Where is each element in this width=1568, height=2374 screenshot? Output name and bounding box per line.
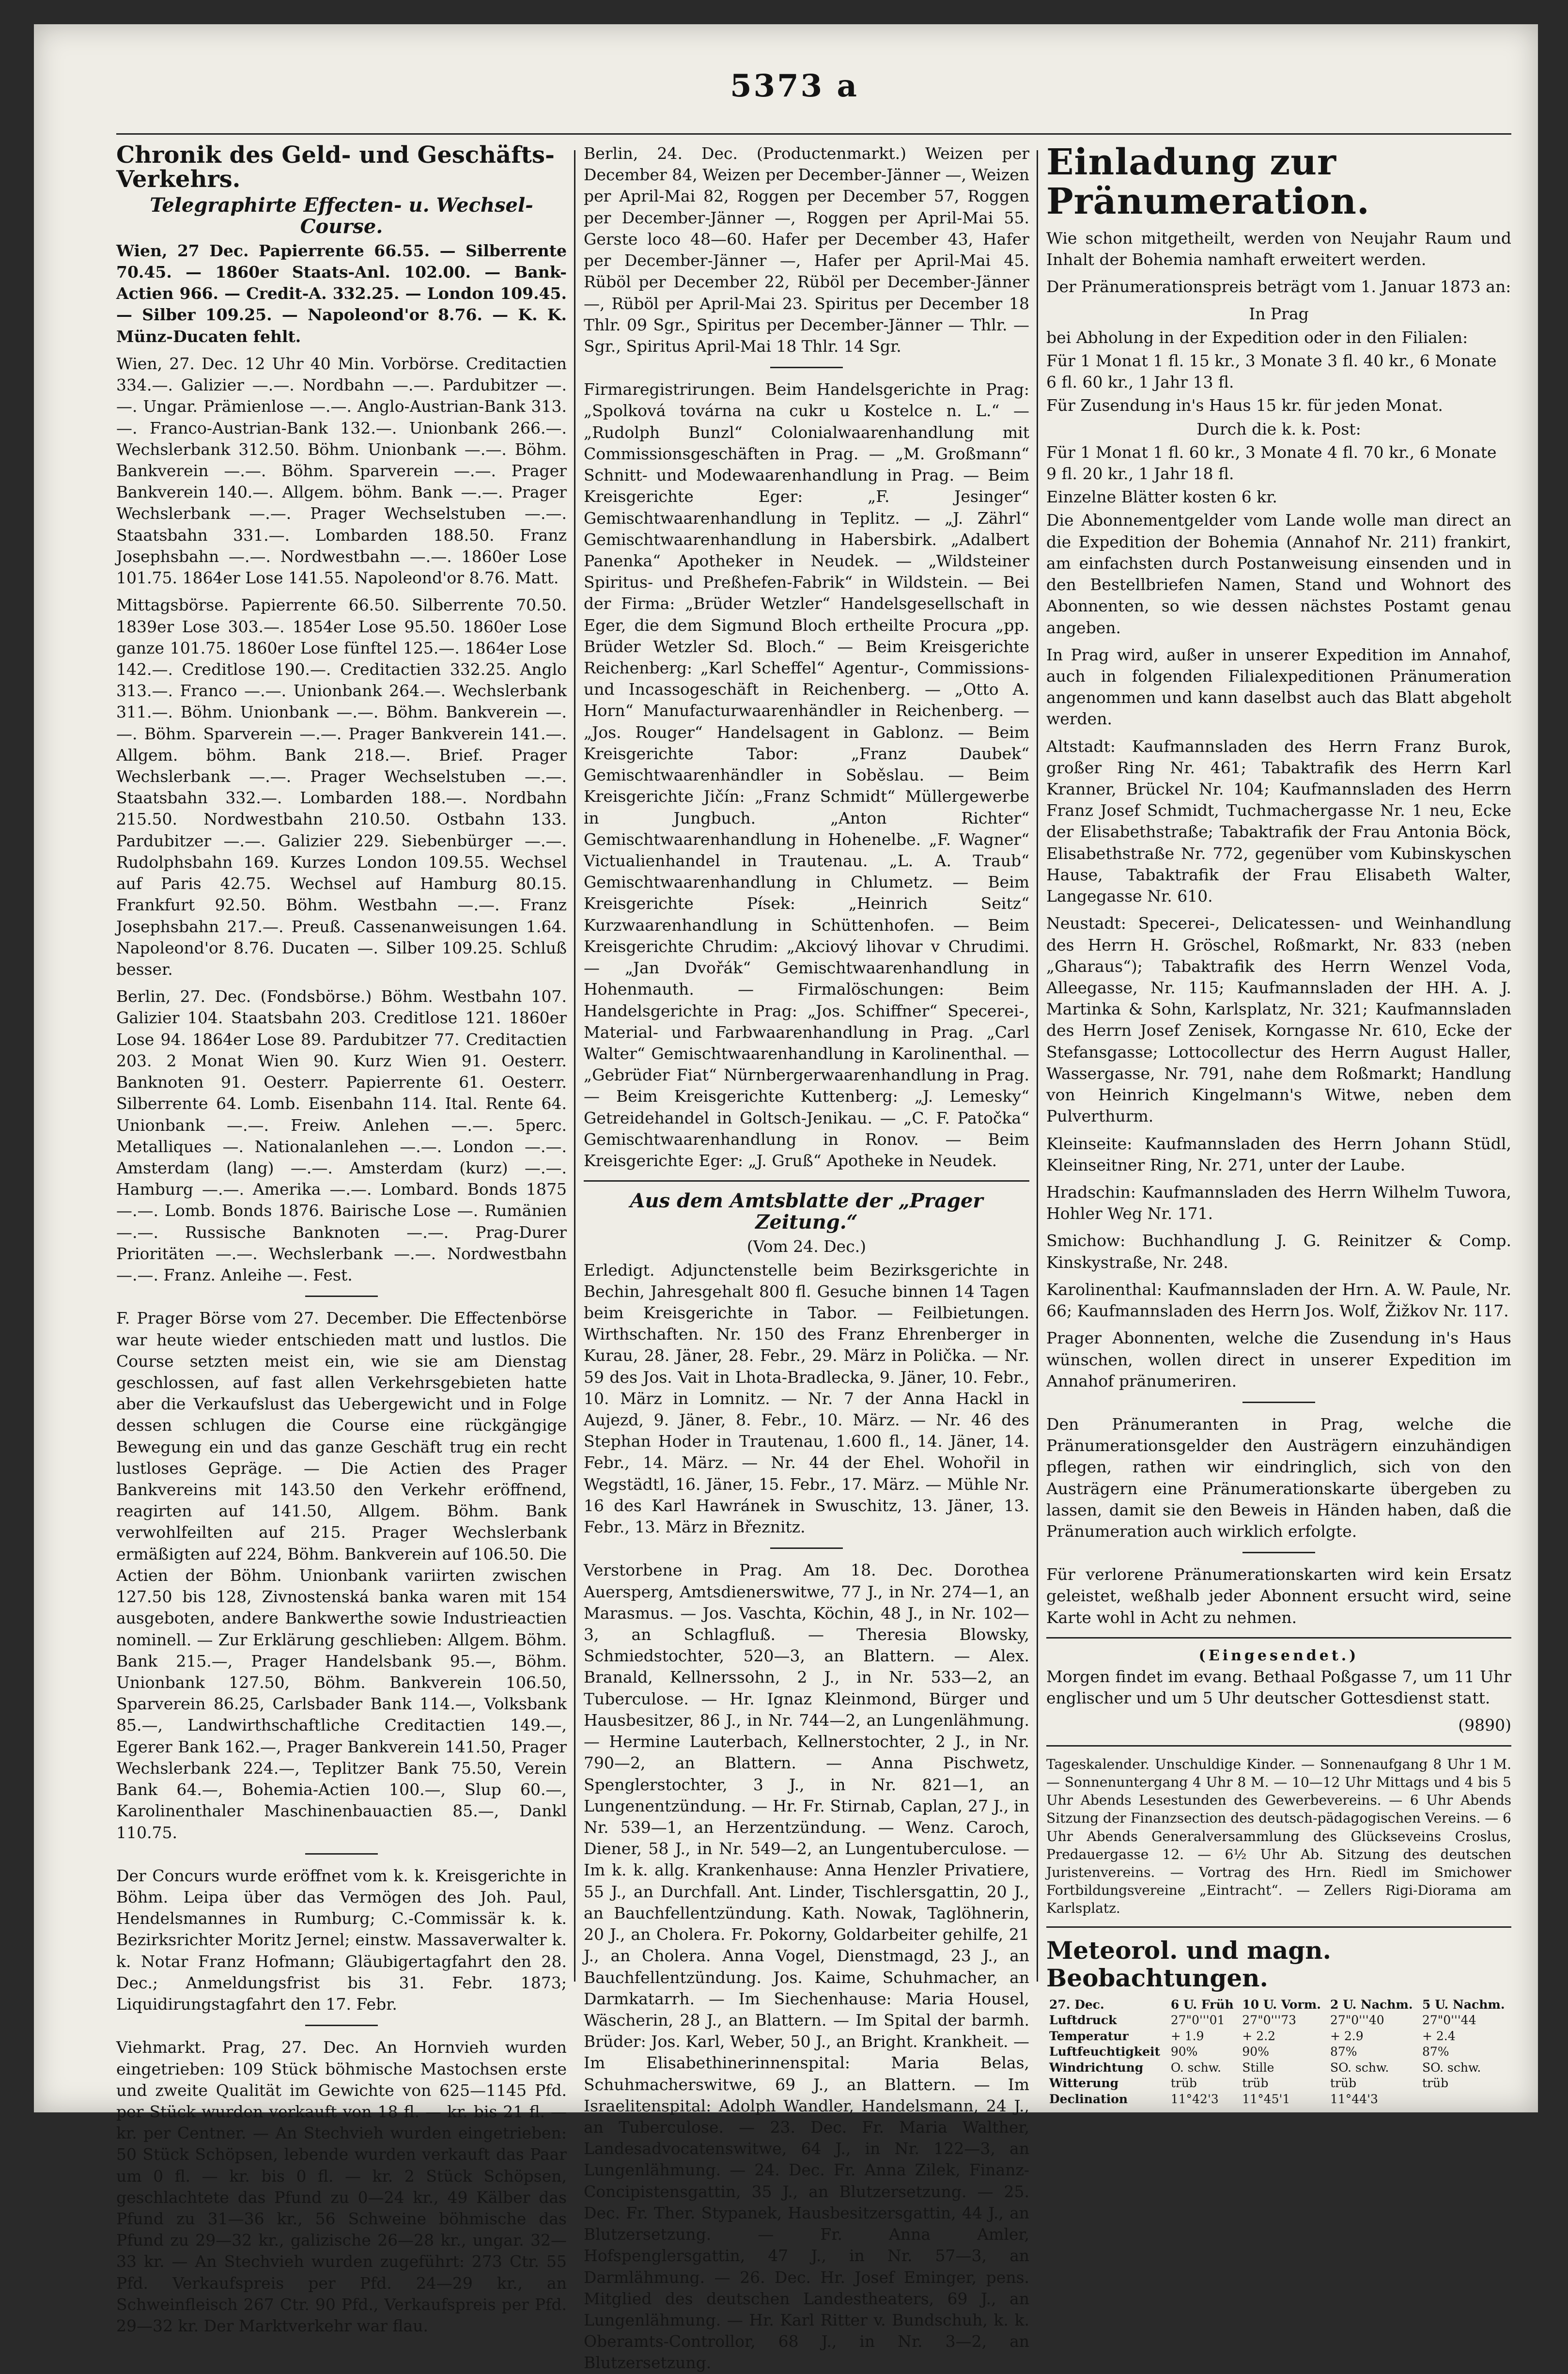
met-cell: 87% xyxy=(1422,2045,1449,2059)
abholung-line: bei Abholung in der Expedition oder in den Filialen: xyxy=(1046,328,1468,347)
concurs-notice: Der Concurs wurde eröffnet vom k. k. Kreisgerichte in Böhm. Leipa über das Vermögen des Joh. Paul, Hendelsmannes in Rumburg; C.-Commissär k. k. Bezirksrichter Moritz Jernel; einstw. Massaverwalter k. k. Notar Franz Hofmann; Gläubigertagfahrt den 28. Dec.; Anmeldungsfrist bis 31. Febr. 1873; Liquidirungstagfahrt den 17. Febr. xyxy=(116,1866,567,2014)
verlorene-karten: Für verlorene Pränumerationskarten wird kein Ersatz geleistet, weßhalb jeder Abonnent ersucht wird, seine Karte wohl in Acht zu nehmen. xyxy=(1046,1565,1511,1627)
eingesendet-label: (Eingesendet.) xyxy=(1198,1647,1359,1664)
separator xyxy=(305,1296,378,1297)
met-cell: 27"0'''44 xyxy=(1422,2013,1476,2028)
separator xyxy=(770,1547,843,1549)
met-cell: 11°45'1 xyxy=(1242,2092,1290,2106)
met-cell: 27"0'''01 xyxy=(1170,2013,1225,2028)
abonnement-land: Die Abonnementgelder vom Lande wolle man direct an die Expedition der Bohemia (Annahof Nr. 211) frankirt, am einfachsten durch Postanweisung einsenden und in den Bestellbriefen Namen, Stand und Wohnort des Abonnenten, so wie dessen nächstes Postamt genau angeben. xyxy=(1046,511,1511,637)
wien-telegraph: Wien, 27 Dec. Papierrente 66.55. — Silberrente 70.45. — 1860er Staats-Anl. 102.00. — Bank-Actien 966. — Credit-A. 332.25. — London 109.45. — Silber 109.25. — Napoleond'or 8.76. — K. K. Münz-Ducaten fehlt. xyxy=(116,241,567,346)
column-rule-1 xyxy=(574,150,575,1982)
telegraph-subtitle: Telegraphirte Effecten- u. Wechsel-Course. xyxy=(150,193,533,238)
column-subscription xyxy=(1046,141,1511,2106)
met-cell: trüb xyxy=(1170,2076,1197,2091)
filial-kleinseite: Kleinseite: Kaufmannsladen des Herrn Johann Stüdl, Kleinseitner Ring, Nr. 271, unter der Laube. xyxy=(1046,1134,1511,1174)
separator xyxy=(305,2025,378,2026)
header-rule xyxy=(116,133,1511,135)
table-row xyxy=(1046,2092,1511,2108)
met-cell: + 2.9 xyxy=(1330,2029,1364,2043)
met-row-label: Luftfeuchtigkeit xyxy=(1049,2045,1161,2059)
column-finance xyxy=(116,141,567,2336)
met-cell: 27"0'''40 xyxy=(1330,2013,1384,2028)
met-cell: Stille xyxy=(1242,2060,1274,2075)
column-rule-2 xyxy=(1037,150,1038,1982)
met-header-cell: 6 U. Früh xyxy=(1170,1997,1234,2012)
amtsblatt-heading: Aus dem Amtsblatte der „Prager Zeitung.“ xyxy=(630,1189,983,1234)
prager-boerse: F. Prager Börse vom 27. December. Die Effectenbörse war heute wieder entschieden matt und lustlos. Die Course setzten meist ein, wie sie am Dienstag geschlossen, auf fast allen Verkehrsgebieten hatte aber die Verkaufslust das Uebergewicht und in Folge dessen schlugen die Course eine rückgängige Bewegung ein und das ganze Geschäft trug ein recht lustloses Gepräge. — Die Actien des Prager Bankvereins mit 143.50 den Verkehr eröffnend, reagirten auf 141.50, Allgem. Böhm. Bank verwohlfeilten auf 215. Prager Wechslerbank ermäßigten auf 224, Böhm. Bankverein auf 106.50. Die Actien der Böhm. Unionbank variirten zwischen 127.50 bis 128, Zivnostenská banka waren mit 154 ausgeboten, andere Bankwerthe sowie Industrieactien nominell. — Zur Erklärung geschlieben: Allgem. Böhm. Bank 215.—, Prager Handelsbank 95.—, Böhm. Unionbank 127.50, Böhm. Bankverein 106.50, Sparverein 86.25, Carlsbader Bank 114.—, Volksbank 85.—, Landwirthschaftliche Creditactien 149.—, Egerer Bank 162.—, Prager Bankverein 141.50, Prager Wechslerbank 224.—, Teplitzer Bank 75.50, Verein Bank 64.—, Bohemia-Actien 100.—, Slup 60.—, Karolinenthaler Maschinenbauactien 85.—, Dankl 110.75. xyxy=(116,1309,567,1842)
verstorbene-in-prag: Verstorbene in Prag. Am 18. Dec. Dorothea Auersperg, Amtsdienerswitwe, 77 J., in Nr. 274—1, an Marasmus. — Jos. Vaschta, Köchin, 48 J., in Nr. 102—3, an Schlagfluß. — Theresia Blowsky, Schmiedstochter, 520—3, an Blattern. — Alex. Branald, Kellnerssohn, 2 J., in Nr. 533—2, an Tuberculose. — Hr. Ignaz Kleinmond, Bürger und Hausbesitzer, 86 J., in Nr. 744—2, an Lungenlähmung. — Hermine Lauterbach, Kellnerstochter, 2 J., in Nr. 790—2, an Blattern. — Anna Pischwetz, Spenglerstochter, 3 J., in Nr. 821—1, an Lungenentzündung. — Hr. Fr. Stirnab, Caplan, 27 J., in Nr. 539—1, an Herzentzündung. — Wenz. Caroch, Diener, 58 J., in Nr. 549—2, an Lungentuberculose. — Im k. k. allg. Krankenhause: Anna Henzler Privatiere, 55 J., an Durchfall. Ant. Linder, Tischlersgattin, 20 J., an Bauchfellentzündung. Kath. Nowak, Taglöhnerin, 20 J., an Cholera. Fr. Pokorny, Goldarbeiter gehilfe, 21 J., an Cholera. Anna Vogel, Dienstmagd, 23 J., an Bauchfellentzündung. Jos. Kaime, Schuhmacher, an Darmkatarrh. — Im Siechenhause: Maria Housel, Wäscherin, 28 J., an Blattern. — Im Spital der barmh. Brüder: Jos. Karl, Weber, 50 J., an Bright. Krankheit. — Im Elisabethinerinnenspital: Maria Belas, Schuhmacherswitwe, 69 J., an Blattern. — Im Israelitenspital: Adolph Wandler, Handelsmann, 24 J., an Tuberculose. — 23. Dec. Fr. Maria Walther, Landesadvocatenswitwe, 64 J., in Nr. 122—3, an Lungenlähmung. — 24. Dec. Fr. Anna Zilek, Finanz-Concipistensgattin, 35 J., an Blutzersetzung. — 25. Dec. Fr. Ther. Stypanek, Hausbesitzersgattin, 44 J., an Blutzersetzung. — Fr. Anna Amler, Hofspenglersgattin, 47 J., in Nr. 57—3, an Darmlähmung. — 26. Dec. Hr. Josef Eminger, pens. Mitglied des deutschen Landestheaters, 69 J., an Lungenlähmung. — Hr. Karl Ritter v. Bundschuh, k. k. Oberamts-Controllor, 68 J., in Nr. 3—2, an Blutzersetzung. xyxy=(584,1561,1029,2373)
met-header-cell: 10 U. Vorm. xyxy=(1242,1997,1321,2012)
tageskalender: Tageskalender. Unschuldige Kinder. — Sonnenaufgang 8 Uhr 1 M. — Sonnenuntergang 4 Uhr 8 M. — 10—12 Uhr Mittags und 4 bis 5 Uhr Abends Lesestunden des Gewerbevereins. — 6 Uhr Abends Sitzung der Finanzsection des deutsch-pädagogischen Vereins. — 6 Uhr Abends Generalversammlung des Glückseveins Croslus, Predauergasse 12. — 6½ Uhr Ab. Sitzung des deutschen Juristenvereins. — Vortrag des Hrn. Riedl im Smichower Fortbildungsvereine „Eintracht“. — Zellers Rigi-Diorama am Karlsplatz. xyxy=(1046,1756,1511,1917)
met-cell: trüb xyxy=(1422,2076,1449,2091)
subscription-intro: Wie schon mitgetheilt, werden von Neujahr Raum und Inhalt der Bohemia namhaft erweitert werden. xyxy=(1046,228,1511,269)
filial-intro: In Prag wird, außer in unserer Expedition im Annahof, auch in folgenden Filialexpeditionen Pränumeration angenommen und kann daselbst auch das Blatt abgeholt werden. xyxy=(1046,645,1511,729)
met-header-cell: 5 U. Nachm. xyxy=(1422,1997,1505,2012)
met-cell: trüb xyxy=(1330,2076,1357,2091)
met-cell: O. schw. xyxy=(1170,2060,1222,2075)
filial-karolinenthal: Karolinenthal: Kaufmannsladen der Hrn. A. W. Paule, Nr. 66; Kaufmannsladen des Herrn Jos. Wolf, Žižkov Nr. 117. xyxy=(1046,1280,1511,1321)
prices-prag: Für 1 Monat 1 fl. 15 kr., 3 Monate 3 fl. 40 kr., 6 Monate 6 fl. 60 kr., 1 Jahr 13 fl. xyxy=(1046,351,1497,392)
met-header-cell: 27. Dec. xyxy=(1049,1997,1104,2012)
met-cell: 87% xyxy=(1330,2045,1357,2059)
page-number: 5373 a xyxy=(730,68,859,104)
separator xyxy=(770,367,843,368)
eingesendet-text: Morgen findet im evang. Bethaal Poßgasse 7, um 11 Uhr englischer und um 5 Uhr deutscher Gottesdienst statt. xyxy=(1046,1667,1511,1708)
met-cell: 27"0'''73 xyxy=(1242,2013,1297,2028)
separator xyxy=(1046,1637,1511,1639)
post-label: Durch die k. k. Post: xyxy=(1196,419,1361,438)
mittagsboerse: Mittagsbörse. Papierrente 66.50. Silberrente 70.50. 1839er Lose 303.—. 1854er Lose 95.50. 1860er Lose ganze 101.75. 1860er Lose fünftel 125.—. 1864er Lose 142.—. Creditlose 190.—. Creditactien 332.25. Anglo 313.—. Franco —.—. Unionbank 264.—. Wechslerbank 311.—. Böhm. Unionbank —.—. Böhm. Bankverein —.—. Böhm. Sparverein —.—. Prager Bankverein 141.—. Allgem. böhm. Bank 218.—. Brief. Prager Wechslerbank —.—. Prager Wechselstuben —.—. Staatsbahn 332.—. Lombarden 188.—. Nordbahn 215.50. Nordwestbahn 210.50. Ostbahn 133. Pardubitzer —.—. Galizier 229. Siebenbürger —.—. Rudolphsbahn 169. Kurzes London 109.55. Wechsel auf Paris 42.75. Wechsel auf Hamburg 80.15. Frankfurt 92.50. Böhm. Westbahn —.—. Franz Josephsbahn 217.—. Preuß. Cassenanweisungen 1.64. Napoleond'or 8.76. Ducaten —. Silber 109.25. Schluß besser. xyxy=(116,595,567,979)
wien-vorboerse: Wien, 27. Dec. 12 Uhr 40 Min. Vorbörse. Creditactien 334.—. Galizier —.—. Nordbahn —.—. Pardubitzer —.—. Ungar. Prämienlose —.—. Anglo-Austrian-Bank 313.—. Franco-Austrian-Bank 132.—. Unionbank 266.—. Wechslerbank 312.50. Böhm. Unionbank —.—. Böhm. Bankverein —.—. Böhm. Sparverein —.—. Prager Bankverein 140.—. Allgem. böhm. Bank —.—. Prager Wechslerbank —.—. Prager Wechselstuben —.—. Staatsbahn 331.—. Lombarden 188.50. Franz Josephsbahn —.—. Nordwestbahn —.—. 1860er Lose 101.75. 1864er Lose 141.55. Napoleond'or 8.76. Matt. xyxy=(116,354,567,588)
met-row-label: Luftdruck xyxy=(1049,2013,1117,2028)
einzelne-blaetter: Einzelne Blätter kosten 6 kr. xyxy=(1046,487,1277,507)
met-cell: + 2.2 xyxy=(1242,2029,1276,2043)
table-row xyxy=(1046,2060,1511,2076)
austraeger-note: Den Pränumeranten in Prag, welche die Pränumerationsgelder den Austrägern einzuhändigen pflegen, rathen wir eindringlich, sich von den Austrägern eine Pränumerationskarte übergeben zu lassen, damit sie den Beweis in Händen haben, daß die Pränumeration auch wirklich erfolgte. xyxy=(1046,1414,1511,1541)
meteorology-table xyxy=(1046,1997,1511,2108)
met-cell: 90% xyxy=(1170,2045,1198,2059)
meteorology-header-row xyxy=(1046,1997,1511,2013)
met-cell: + 2.4 xyxy=(1422,2029,1456,2043)
met-cell: trüb xyxy=(1242,2076,1269,2091)
table-row xyxy=(1046,2044,1511,2060)
separator xyxy=(305,1853,378,1855)
subscription-headline: Einladung zur Pränumeration. xyxy=(1046,141,1370,223)
amtsblatt-date: (Vom 24. Dec.) xyxy=(746,1237,867,1256)
viehmarkt-report: Viehmarkt. Prag, 27. Dec. An Hornvieh wurden eingetrieben: 109 Stück böhmische Mastochsen erste und zweite Qualität im Gewichte von 625—1145 Pfd. per Stück wurden verkauft von 18 fl. — kr. bis 21 fl. — kr. per Centner. — An Stechvieh wurden eingetrieben: 50 Stück Schöpsen, lebende wurden verkauft das Paar um 0 fl. — kr. bis 0 fl. — kr. 2 Stück Schöpsen, geschlachtete das Pfund zu 0—24 kr., 49 Kälber das Pfund zu 31—36 kr., 56 Schweine böhmische das Pfund zu 29—32 kr., galizische 26—28 kr., ungar. 32—33 kr. — An Stechvieh wurden zugeführt: 273 Ctr. 55 Pfd. Verkaufspreis per Pfd. 24—29 kr., an Schweinfleisch 267 Ctr. 90 Pfd., Verkaufspreis per Pfd. 29—32 kr. Der Marktverkehr war flau. xyxy=(116,2038,567,2336)
filial-hradschin: Hradschin: Kaufmannsladen des Herrn Wilhelm Tuwora, Hohler Weg Nr. 171. xyxy=(1046,1182,1511,1223)
chronik-title: Chronik des Geld- und Geschäfts-Verkehrs. xyxy=(116,141,555,193)
table-row xyxy=(1046,2013,1511,2029)
met-row-label: Witterung xyxy=(1049,2076,1119,2091)
separator xyxy=(1242,1552,1315,1553)
table-row xyxy=(1046,2029,1511,2045)
newspaper-page xyxy=(34,24,1538,2373)
filial-neustadt: Neustadt: Specerei-, Delicatessen- und Weinhandlung des Herrn H. Gröschel, Roßmarkt, Nr. 833 (neben „Gharaus“); Tabaktrafik des Herrn Wenzel Voda, Alleegasse, Nr. 115; Kaufmannsladen der HH. A. J. Martinka & Sohn, Karlsplatz, Nr. 321; Kaufmannsladen des Herrn Josef Zenisek, Korngasse Nr. 610, Ecke der Stefansgasse; Lottocollectur des Herrn August Haller, Wassergasse, Nr. 791, nahe dem Roßmarkt; Handlung von Heinrich Kingelmann's Witwe, neben dem Pulverthurm. xyxy=(1046,914,1511,1126)
met-row-label: Windrichtung xyxy=(1049,2060,1144,2075)
separator xyxy=(1046,1926,1511,1928)
berlin-productenmarkt: Berlin, 24. Dec. (Productenmarkt.) Weizen per December 84, Weizen per December-Jänner —, Weizen per April-Mai 82, Roggen per December 57, Roggen per December-Jänner —, Roggen per April-Mai 55. Gerste loco 48—60. Hafer per December 43, Hafer per December-Jänner —, Hafer per April-Mai 45. Rüböl per December 22, Rüböl per December-Jänner —, Rüböl per April-Mai 23. Spiritus per December 18 Thlr. 09 Sgr., Spiritus per December-Jänner — Thlr. — Sgr., Spiritus April-Mai 18 Thlr. 14 Sgr. xyxy=(584,144,1029,356)
met-header-cell: 2 U. Nachm. xyxy=(1330,1997,1413,2012)
met-cell: 90% xyxy=(1242,2045,1269,2059)
prices-post: Für 1 Monat 1 fl. 60 kr., 3 Monate 4 fl. 70 kr., 6 Monate 9 fl. 20 kr., 1 Jahr 18 fl. xyxy=(1046,442,1497,483)
column-registry xyxy=(584,143,1029,2373)
met-row-label: Temperatur xyxy=(1049,2029,1129,2043)
separator xyxy=(1242,1402,1315,1403)
firmaregistrirungen: Firmaregistrirungen. Beim Handelsgerichte in Prag: „Spolková továrna na cukr u Kostelce n. L.“ — „Rudolph Bunzl“ Colonialwaarenhandlung mit Commissionsgeschäften in Prag. — „M. Großmann“ Schnitt- und Modewaarenhandlung in Prag. — Beim Kreisgerichte Eger: „F. Jesinger“ Gemischtwaarenhandlung in Teplitz. — „J. Zährl“ Gemischtwaarenhandlung in Habersbirk. „Adalbert Panenka“ Apotheker in Neudek. — „Wildsteiner Spiritus- und Preßhefen-Fabrik“ in Wildstein. — Bei der Firma: „Brüder Wetzler“ Handelsgesellschaft in Eger, die dem Sigmund Bloch ertheilte Procura „pp. Brüder Wetzler Sd. Bloch.“ — Beim Kreisgerichte Reichenberg: „Karl Scheffel“ Agentur-, Commissions- und Incassogeschäft in Reichenberg. — „Otto A. Horn“ Manufacturwaarenhändler in Reichenberg. — „Jos. Rouger“ Handelsagent in Gablonz. — Beim Kreisgerichte Tabor: „Franz Daubek“ Gemischtwaarenhändler in Soběslau. — Beim Kreisgerichte Jičín: „Franz Schmidt“ Müllergewerbe in Jungbuch. „Anton Richter“ Gemischtwaarenhandlung in Hohenelbe. „F. Wagner“ Victualienhandel in Trautenau. „L. A. Traub“ Gemischtwaarenhandlung in Chlumetz. — Beim Kreisgerichte Písek: „Heinrich Seitz“ Kurzwaarenhandlung in Schüttenhofen. — Beim Kreisgerichte Chrudim: „Akciový lihovar v Chrudimi. — „Jan Dvořák“ Gemischtwaarenhandlung in Hohenmauth. — Firmalöschungen: Beim Handelsgerichte in Prag: „Jos. Schiffner“ Specerei-, Material- und Farbwaarenhandlung in Prag. „Carl Walter“ Gemischtwaarenhandlung in Karolinenthal. — „Gebrüder Fiat“ Nürnbergerwaarenhandlung in Prag. — Beim Kreisgerichte Kuttenberg: „J. Lemesky“ Getreidehandel in Goltsch-Jenikau. — „C. F. Patočka“ Gemischtwaarenhandlung in Ronov. — Beim Kreisgerichte Eger: „J. Gruß“ Apotheke in Neudek. xyxy=(584,380,1029,1171)
prager-abonnenten: Prager Abonnenten, welche die Zusendung in's Haus wünschen, wollen direct in unserer Expedition im Annahof pränumeriren. xyxy=(1046,1328,1511,1390)
separator xyxy=(1046,1745,1511,1747)
met-cell xyxy=(1419,2092,1511,2108)
met-cell: + 1.9 xyxy=(1170,2029,1204,2043)
erledigt-feilbietungen: Erledigt. Adjunctenstelle beim Bezirksgerichte in Bechin, Jahresgehalt 800 fl. Gesuche binnen 14 Tagen beim Kreisgerichte in Tabor. — Feilbietungen. Wirthschaften. Nr. 150 des Franz Ehrenberger in Kurau, 28. Jäner, 28. Febr., 29. März in Polička. — Nr. 59 des Jos. Vait in Lhota-Bradlecka, 9. Jäner, 10. Febr., 10. März in Lomnitz. — Nr. 7 der Anna Hackl in Aujezd, 9. Jäner, 8. Febr., 10. März. — Nr. 46 des Stephan Hoder in Trautenau, 1.600 fl., 14. Jäner, 14. Febr., 14. März. — Nr. 44 der Ehel. Wohořil in Wegstädtl, 16. Jäner, 15. Febr., 17. März. — Mühle Nr. 16 des Karl Hawránek in Swuschitz, 13. Jäner, 13. Febr., 13. März in Březnitz. xyxy=(584,1260,1029,1537)
table-row xyxy=(1046,2076,1511,2092)
separator xyxy=(584,1180,1029,1182)
met-row-label: Declination xyxy=(1049,2092,1128,2106)
met-cell: 11°42'3 xyxy=(1170,2092,1219,2106)
met-cell: 11°44'3 xyxy=(1330,2092,1378,2106)
meteorology-title: Meteorol. und magn. Beobachtungen. xyxy=(1046,1936,1332,1993)
filial-smichow: Smichow: Buchhandlung J. G. Reinitzer & Comp. Kinskystraße, Nr. 248. xyxy=(1046,1231,1511,1272)
met-cell: SO. schw. xyxy=(1330,2060,1389,2075)
met-cell: SO. schw. xyxy=(1422,2060,1481,2075)
filial-altstadt: Altstadt: Kaufmannsladen des Herrn Franz Burok, großer Ring Nr. 461; Tabaktrafik des Herrn Karl Kranner, Brückel Nr. 104; Kaufmannsladen des Herrn Franz Josef Schmidt, Tuchmachergasse Nr. 1 neu, Ecke der Elisabethstraße; Tabaktrafik der Frau Antonia Böck, Elisabethstraße Nr. 772, gegenüber vom Kubinskyschen Hause, Tabaktrafik der Frau Elisabeth Walter, Langegasse Nr. 610. xyxy=(1046,736,1511,906)
eingesendet-number: (9890) xyxy=(1458,1716,1511,1735)
zusendung-line: Für Zusendung in's Haus 15 kr. für jeden Monat. xyxy=(1046,396,1443,415)
subscription-price-intro: Der Pränumerationspreis beträgt vom 1. Januar 1873 an: xyxy=(1046,277,1511,297)
in-prag-label: In Prag xyxy=(1249,304,1309,324)
berlin-fondsboerse: Berlin, 27. Dec. (Fondsbörse.) Böhm. Westbahn 107. Galizier 104. Staatsbahn 203. Creditlose 121. 1860er Lose 94. 1864er Lose 89. Pardubitzer 77. Creditactien 203. 2 Monat Wien 90. Kurz Wien 91. Oesterr. Banknoten 91. Oesterr. Papierrente 61. Oesterr. Silberrente 64. Lomb. Eisenbahn 114. Ital. Rente 64. Unionbank —.—. Freiw. Anlehen —.—. 5perc. Metalliques —. Nationalanlehen —.—. London —.—. Amsterdam (lang) —.—. Amsterdam (kurz) —.—. Hamburg —.—. Amerika —.—. Lombard. Bonds 1875 —.—. Lomb. Bonds 1876. Bairische Lose —. Rumänien —.—. Russische Banknoten —.—. Prag-Durer Prioritäten —.—. Wechslerbank —.—. Nordwestbahn —.—. Franz. Anleihe —. Fest. xyxy=(116,987,567,1285)
